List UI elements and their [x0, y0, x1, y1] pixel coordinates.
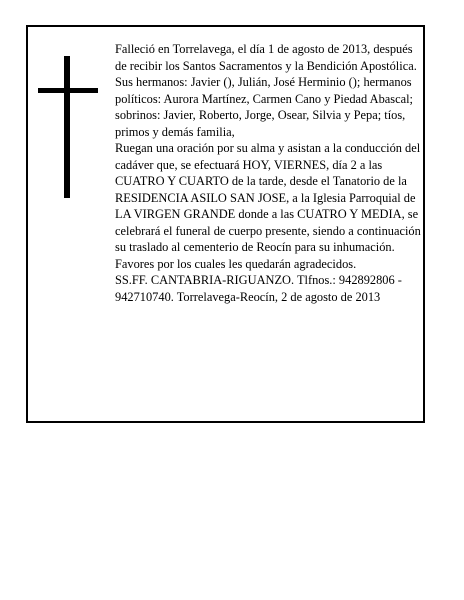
funeral-details: Ruegan una oración por su alma y asistan a la conducción del cadáver que, se efectuará HOY, VIERNES, día 2 a las CUATRO Y CUARTO de la tarde, desde el Tanatorio de la RESIDENCIA ASILO SAN JOSE, a la Iglesia Parroquial de LA VIRGEN GRANDE donde a las CUATRO Y MEDIA, se celebrará el funeral de cuerpo presente, siendo a continuación su traslado al cementerio de Reocín para su inhumación. Favores por los cuales les quedarán agradecidos. [115, 141, 421, 271]
cross-horizontal-bar [38, 88, 98, 93]
cross-icon [38, 56, 98, 198]
cross-vertical-bar [64, 56, 70, 198]
notice-text [115, 41, 423, 305]
death-announcement: Falleció en Torrelavega, el día 1 de agosto de 2013, después de recibir los Santos Sacramentos y la Bendición Apostólica. [115, 42, 417, 73]
funeral-home-contact: SS.FF. CANTABRIA-RIGUANZO. Tlfnos.: 942892806 - 942710740. Torrelavega-Reocín, 2 de agosto de 2013 [115, 273, 402, 304]
obituary-notice [26, 25, 425, 423]
family-list: Sus hermanos: Javier (), Julián, José Herminio (); hermanos políticos: Aurora Martínez, Carmen Cano y Piedad Abascal; sobrinos: Javier, Roberto, Jorge, Osear, Silvia y Pepa; tíos, primos y demás familia, [115, 75, 413, 139]
